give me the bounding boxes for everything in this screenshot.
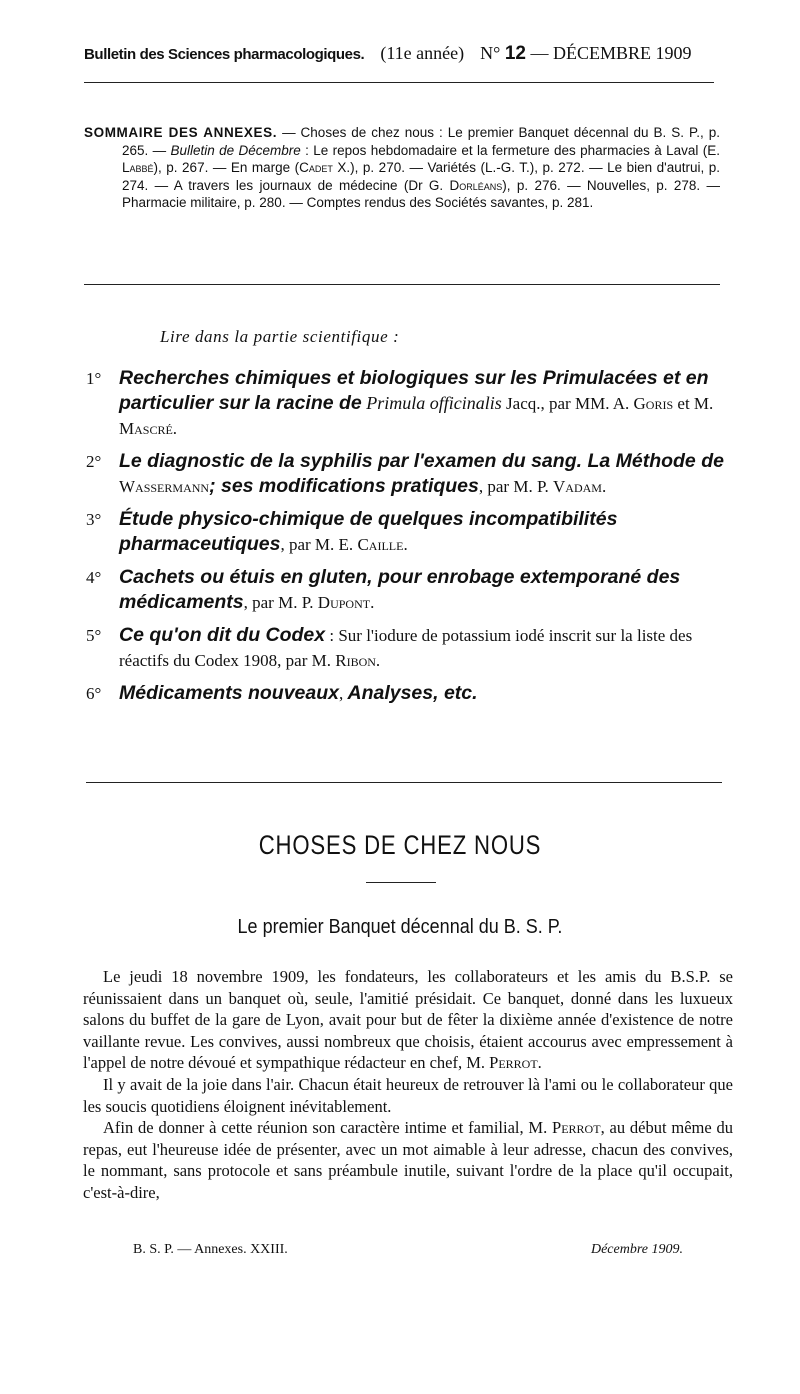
article-body <box>83 966 733 1204</box>
footer-left: B. S. P. — Annexes. XXIII. <box>133 1242 288 1257</box>
running-header <box>84 43 714 75</box>
section-title: CHOSES DE CHEZ NOUS <box>258 830 542 860</box>
list-item: 4° Cachets ou étuis en gluten, pour enrobage extemporané des médicaments, par M. P. Dupont. <box>86 566 681 613</box>
volume-year: (11e année) <box>380 43 465 63</box>
list-item: 5° Ce qu'on dit du Codex : Sur l'iodure de potassium iodé inscrit sur la liste des réactifs du Codex 1908, par M. Ribon. <box>86 624 693 670</box>
paragraph: Il y avait de la joie dans l'air. Chacun était heureux de retrouver là l'ami ou le collaborateur que les soucis quotidiens éloignent inévitablement. <box>83 1074 733 1116</box>
contents-list <box>86 366 728 714</box>
sommaire-rule <box>84 284 720 285</box>
article-title: Le premier Banquet décennal du B. S. P. <box>237 916 563 938</box>
title-underline <box>366 882 436 883</box>
list-rule <box>86 782 722 783</box>
sommaire-lead: SOMMAIRE DES ANNEXES. <box>84 125 278 140</box>
list-item: 2° Le diagnostic de la syphilis par l'examen du sang. La Méthode de Wassermann; ses modifications pratiques, par M. P. Vadam. <box>86 450 724 497</box>
page-footer <box>133 1242 683 1258</box>
header-rule <box>84 82 714 83</box>
issue-number: N° 12 — DÉCEMBRE 1909 <box>480 43 692 64</box>
journal-name: Bulletin des Sciences pharmacologiques. <box>84 46 365 63</box>
lire-heading: Lire dans la partie scientifique : <box>160 327 400 346</box>
list-item: 3° Étude physico-chimique de quelques incompatibilités pharmaceutiques, par M. E. Caille. <box>86 508 618 555</box>
footer-right: Décembre 1909. <box>590 1242 683 1257</box>
list-item: 6° Médicaments nouveaux, Analyses, etc. <box>86 682 478 704</box>
list-item: 1° Recherches chimiques et biologiques sur les Primulacées et en particulier sur la racine de Primula officinalis Jacq., par MM. A. Goris et M. Mascré. <box>86 367 714 438</box>
sommaire-block <box>84 124 720 212</box>
paragraph: Le jeudi 18 novembre 1909, les fondateurs, les collaborateurs et les amis du B.S.P. se réunissaient dans un banquet où, seule, l'amitié présidait. Ce banquet, donné dans les luxueux salons du buffet de la gare de Lyon, avait pour but de fêter la dixième année d'existence de notre vaillante revue. Les convives, aussi nombreux que choisis, étaient accourus avec empressement à l'appel de notre dévoué et sympathique rédacteur en chef, M. Perrot. <box>83 967 733 1073</box>
paragraph: Afin de donner à cette réunion son caractère intime et familial, M. Perrot, au début même du repas, eut l'heureuse idée de présenter, avec un mot aimable à leur adresse, chacun des convives, le nommant, sans protocole et sans préambule inutile, suivant l'ordre de la place qu'il occupait, c'est-à-dire, <box>83 1118 733 1202</box>
sommaire-paragraph: SOMMAIRE DES ANNEXES. — Choses de chez nous : Le premier Banquet décennal du B. S. P., p. 265. — Bulletin de Décembre : Le repos hebdomadaire et la fermeture des pharmacies à Laval (E. Labbé), p. 267. — En marge (Cadet X.), p. 270. — Variétés (L.-G. T.), p. 272. — Le bien d'autrui, p. 274. — A travers les journaux de médecine (Dr G. Dorléans), p. 276. — Nouvelles, p. 278. — Pharmacie militaire, p. 280. — Comptes rendus des Sociétés savantes, p. 281. <box>84 125 721 210</box>
